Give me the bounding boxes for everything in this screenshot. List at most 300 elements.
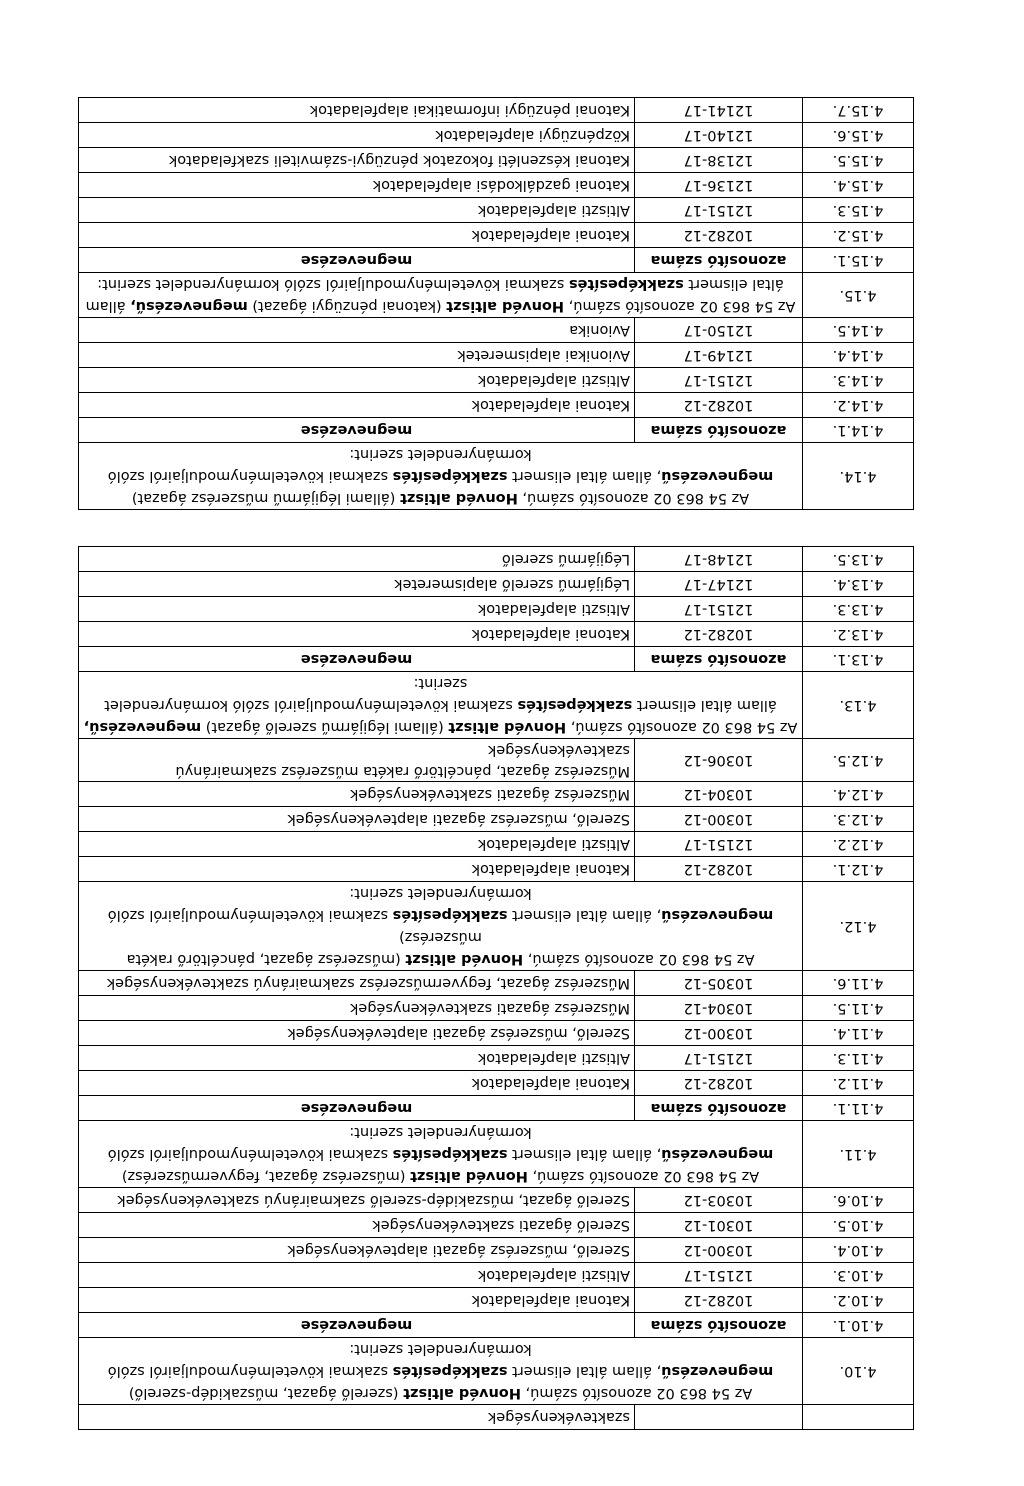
section-description (79, 443, 803, 510)
row-number-text: 4.12.2. (832, 836, 884, 853)
section-line-1 (83, 295, 798, 317)
module-name (79, 1213, 635, 1238)
module-name (79, 622, 635, 647)
row-number-text: 4.15.5. (832, 152, 884, 169)
table-row (79, 971, 914, 996)
table-row (79, 1046, 914, 1071)
module-code (635, 1263, 803, 1288)
module-code (635, 597, 803, 622)
row-number (803, 393, 914, 418)
module-name-text: Avionika (569, 322, 630, 339)
table-row (79, 739, 914, 782)
row-number-text: 4.10.5. (832, 1217, 884, 1234)
section-line-1 (83, 716, 798, 738)
row-number (803, 807, 914, 832)
row-number-text: 4.12.4. (832, 786, 884, 803)
text: állam (85, 298, 131, 314)
module-code (635, 1213, 803, 1238)
module-name-text: Műszerész ágazat, fegyverműszerész szakmairányú szaktevékenységek (106, 975, 630, 992)
module-name-text: Szerelő ágazat, műszakidép-szerelő szakmairányú szaktevékenységek (117, 1192, 630, 1209)
module-table-1 (78, 546, 914, 1430)
module-code (635, 393, 803, 418)
section-heading-row (79, 1338, 914, 1405)
row-number-text: 4.10.6. (832, 1192, 884, 1209)
module-name-text: Katonai alapfeladatok (471, 626, 630, 643)
header-name (79, 418, 635, 443)
header-code-label: azonosító száma (650, 422, 787, 439)
module-name (79, 1405, 635, 1430)
module-name (79, 223, 635, 248)
row-number (803, 622, 914, 647)
module-name-text: Szerelő ágazati szaktevékenységek (372, 1217, 630, 1234)
row-number (803, 273, 914, 318)
row-number (803, 343, 914, 368)
module-code-text: 10282-12 (683, 1292, 754, 1309)
module-code (635, 739, 803, 782)
row-number (803, 1021, 914, 1046)
header-name (79, 1096, 635, 1121)
section-description (79, 882, 803, 971)
text: (katonai pénzügyi ágazat) (247, 298, 447, 314)
text: Az 54 863 02 azonosító számú, (523, 951, 755, 967)
header-name (79, 1313, 635, 1338)
text: , állam által elismert (507, 907, 662, 923)
text: által elismert (683, 276, 784, 292)
module-name-text: Avionikai alapismeretek (457, 347, 630, 364)
row-number-text: 4.15. (839, 287, 877, 304)
row-number-text: 4.10.1. (832, 1317, 884, 1334)
row-number-text: 4.13. (839, 697, 877, 714)
row-number (803, 572, 914, 597)
module-code-text: 10303-12 (683, 1192, 754, 1209)
module-code-text: 10300-12 (683, 811, 754, 828)
module-code (635, 318, 803, 343)
row-number (803, 1338, 914, 1405)
module-name (79, 1071, 635, 1096)
header-code-label: azonosító száma (650, 651, 787, 668)
text: kormányrendelet szerint: (349, 1124, 532, 1140)
header-name (79, 647, 635, 672)
module-code (635, 1071, 803, 1096)
column-header-row (79, 418, 914, 443)
module-name (79, 832, 635, 857)
bold-text: Honvéd altiszt (410, 1168, 528, 1184)
module-code-text: 12151-17 (683, 1050, 754, 1067)
module-code (635, 622, 803, 647)
bold-text: Honvéd altiszt (446, 298, 565, 314)
row-number-text: 4.12.3. (832, 811, 884, 828)
row-number-text: 4.12.1. (832, 861, 884, 878)
bold-text: szakképesítés (392, 907, 508, 923)
text: kormányrendelet szerint: (349, 885, 532, 901)
header-code-label: azonosító száma (650, 1317, 787, 1334)
row-number-text: 4.11.6. (832, 975, 884, 992)
module-name-text: Szerelő, műszerész ágazati alaptevékenységek (287, 1242, 630, 1259)
table-row (79, 572, 914, 597)
section-line-1 (83, 487, 798, 509)
module-code-text: 12151-17 (683, 836, 754, 853)
table-row (79, 996, 914, 1021)
module-code (635, 368, 803, 393)
module-code (635, 971, 803, 996)
module-name (79, 971, 635, 996)
row-number (803, 418, 914, 443)
text: szakmai követelménymoduljairól szóló kormányrendelet (104, 697, 518, 713)
module-code-text: 10300-12 (683, 1025, 754, 1042)
row-number-text: 4.12.5. (832, 752, 884, 769)
table-row (79, 318, 914, 343)
row-number-text: 4.13.1. (832, 651, 884, 668)
module-name (79, 597, 635, 622)
row-number (803, 1071, 914, 1096)
module-name-text: Katonai alapfeladatok (471, 861, 630, 878)
bold-text: Honvéd altiszt (403, 1385, 521, 1401)
section-line-3 (83, 1338, 798, 1360)
module-name-text: Altiszti alapfeladatok (477, 601, 630, 618)
section-line-3 (83, 882, 798, 904)
module-code (635, 148, 803, 173)
section-line-2 (83, 694, 798, 716)
bold-text: szakképesítés (517, 697, 633, 713)
row-number (803, 882, 914, 971)
text: , állam által elismert (507, 1363, 662, 1379)
module-code (635, 1288, 803, 1313)
module-name (79, 1238, 635, 1263)
module-name (79, 123, 635, 148)
header-name-label: megnevezése (300, 252, 413, 269)
section-line-1 (83, 926, 798, 970)
row-number (803, 782, 914, 807)
row-number-text: 4.14.4. (832, 347, 884, 364)
row-number-text: 4.11.4. (832, 1025, 884, 1042)
module-code (635, 1046, 803, 1071)
row-number (803, 1096, 914, 1121)
module-name (79, 393, 635, 418)
row-number (803, 971, 914, 996)
bold-text: megnevezésű (661, 468, 774, 484)
text: , állam által elismert (507, 468, 662, 484)
column-header-row (79, 1096, 914, 1121)
section-line-2 (83, 1360, 798, 1382)
table-row (79, 622, 914, 647)
text: (állami légijármű szerelő ágazat) (201, 719, 449, 735)
row-number-text: 4.15.6. (832, 127, 884, 144)
row-number-text: 4.13.4. (832, 576, 884, 593)
module-code-text: 12151-17 (683, 372, 754, 389)
column-header-row (79, 1313, 914, 1338)
module-code (635, 807, 803, 832)
module-name (79, 547, 635, 572)
text: szakmai követelménymoduljairól szóló (107, 907, 393, 923)
module-name-text: Altiszti alapfeladatok (477, 1267, 630, 1284)
text: Az 54 863 02 azonosító számú, (527, 1168, 760, 1184)
module-name-text: Szerelő, műszerész ágazati alaptevékenységek (287, 811, 630, 828)
header-name-label: megnevezése (300, 422, 413, 439)
row-number (803, 1213, 914, 1238)
bold-text: megnevezésű (661, 1363, 774, 1379)
row-number (803, 1263, 914, 1288)
table-row (79, 1188, 914, 1213)
header-name-label: megnevezése (300, 651, 413, 668)
text: Az 54 863 02 azonosító számú, (520, 1385, 753, 1401)
section-heading-row (79, 273, 914, 318)
module-name (79, 807, 635, 832)
row-number (803, 996, 914, 1021)
table-row (79, 148, 914, 173)
row-number (803, 368, 914, 393)
bold-text: megnevezésű, (130, 298, 248, 314)
module-code-text: 10301-12 (683, 1217, 754, 1234)
module-name-text: Altiszti alapfeladatok (477, 372, 630, 389)
module-code (635, 343, 803, 368)
row-number (803, 739, 914, 782)
section-line-2 (83, 465, 798, 487)
module-name-text: szaktevékenységek (487, 1409, 630, 1426)
header-name (79, 248, 635, 273)
module-code-text: 12150-17 (683, 322, 754, 339)
module-code-text: 12148-17 (683, 551, 754, 568)
module-code-text: 12141-17 (683, 102, 754, 119)
bold-text: Honvéd altiszt (400, 490, 518, 506)
table-row (79, 597, 914, 622)
module-name (79, 1046, 635, 1071)
text: szakmai követelménymoduljairól szóló (107, 1146, 393, 1162)
module-code-text: 10282-12 (683, 626, 754, 643)
text: , állam által elismert (507, 1146, 662, 1162)
bold-text: szakképesítés (568, 276, 684, 292)
module-name (79, 318, 635, 343)
module-name-text: Szerelő, műszerész ágazati alaptevékenységek (287, 1025, 630, 1042)
module-name-text: Légijármű szerelő (501, 551, 630, 568)
module-code-text: 10304-12 (683, 786, 754, 803)
bold-text: megnevezésű (661, 907, 774, 923)
table-row (79, 1263, 914, 1288)
header-name-label: megnevezése (300, 1100, 413, 1117)
row-number (803, 1288, 914, 1313)
header-name-label: megnevezése (300, 1317, 413, 1334)
table-row (79, 123, 914, 148)
header-code (635, 1313, 803, 1338)
section-heading-row (79, 443, 914, 510)
module-code (635, 1405, 803, 1430)
text: kormányrendelet szerint: (349, 446, 532, 462)
module-name (79, 572, 635, 597)
row-number (803, 443, 914, 510)
row-number (803, 248, 914, 273)
row-number-text: 4.15.7. (832, 102, 884, 119)
module-code-text: 10304-12 (683, 1000, 754, 1017)
module-code (635, 996, 803, 1021)
section-heading-row (79, 1121, 914, 1188)
module-code-text: 12138-17 (683, 152, 754, 169)
bold-text: megnevezésű (661, 1146, 774, 1162)
section-line-1 (83, 1165, 798, 1187)
module-code (635, 1021, 803, 1046)
module-code (635, 547, 803, 572)
row-number-text: 4.11.3. (832, 1050, 884, 1067)
module-code (635, 1238, 803, 1263)
row-number-text: 4.10.4. (832, 1242, 884, 1259)
text: állam által elismert (632, 697, 777, 713)
module-name (79, 1263, 635, 1288)
header-code (635, 647, 803, 672)
table-row (79, 98, 914, 123)
row-number (803, 98, 914, 123)
row-number (803, 597, 914, 622)
module-code-text: 12136-17 (683, 177, 754, 194)
row-number (803, 1238, 914, 1263)
module-name (79, 343, 635, 368)
table-row (79, 782, 914, 807)
module-code-text: 12149-17 (683, 347, 754, 364)
text: (műszerész ágazat, fegyverműszerész) (121, 1168, 411, 1184)
module-code (635, 832, 803, 857)
table-row (79, 343, 914, 368)
row-number-text: 4.14. (839, 468, 877, 485)
row-number-text: 4.13.3. (832, 601, 884, 618)
table-row (79, 368, 914, 393)
module-name (79, 98, 635, 123)
section-description (79, 1121, 803, 1188)
column-header-row (79, 647, 914, 672)
module-name-text: Altiszti alapfeladatok (477, 836, 630, 853)
module-name-line-1: Műszerész ágazat, páncéltörő rakéta műszerész szakmairányú (175, 763, 630, 779)
module-code-text: 10300-12 (683, 1242, 754, 1259)
module-code-text: 12140-17 (683, 127, 754, 144)
module-name-text: Műszerész ágazati szaktevékenységek (349, 786, 630, 803)
module-name-text: Altiszti alapfeladatok (477, 202, 630, 219)
module-code (635, 223, 803, 248)
section-line-2 (83, 904, 798, 926)
row-number (803, 173, 914, 198)
table-row (79, 1071, 914, 1096)
table-row (79, 1238, 914, 1263)
text: szakmai követelménymoduljairól szóló (107, 1363, 393, 1379)
row-number (803, 318, 914, 343)
table-row (79, 223, 914, 248)
module-name-text: Légijármű szerelő alapismeretek (394, 576, 630, 593)
module-code-text: 10305-12 (683, 975, 754, 992)
module-code-text: 10282-12 (683, 1075, 754, 1092)
module-name (79, 148, 635, 173)
module-code (635, 1188, 803, 1213)
header-code-label: azonosító száma (650, 252, 787, 269)
row-number (803, 1313, 914, 1338)
table-row (79, 1405, 914, 1430)
module-code-text: 10306-12 (683, 752, 754, 769)
row-number-text: 4.12. (839, 918, 877, 935)
module-code (635, 572, 803, 597)
module-name (79, 782, 635, 807)
text: (állami légijármű műszerész ágazat) (131, 490, 401, 506)
bold-text: szakképesítés (392, 1363, 508, 1379)
module-name-text: Katonai pénzügyi informatikai alapfeladatok (309, 102, 630, 119)
row-number-text: 4.10.2. (832, 1292, 884, 1309)
row-number (803, 198, 914, 223)
module-code (635, 782, 803, 807)
text: szakmai követelménymoduljairól szóló (107, 468, 393, 484)
row-number (803, 1121, 914, 1188)
module-name (79, 739, 635, 782)
row-number-text: 4.14.1. (832, 422, 884, 439)
module-name (79, 173, 635, 198)
table-row (79, 832, 914, 857)
row-number-text: 4.11.5. (832, 1000, 884, 1017)
table-row (79, 1021, 914, 1046)
row-number-text: 4.13.2. (832, 626, 884, 643)
table-row (79, 198, 914, 223)
row-number (803, 857, 914, 882)
module-code-text: 10282-12 (683, 861, 754, 878)
text: szerint: (413, 675, 468, 691)
section-line-2 (83, 1143, 798, 1165)
module-name (79, 857, 635, 882)
module-name (79, 1288, 635, 1313)
row-number (803, 223, 914, 248)
row-number (803, 1188, 914, 1213)
text: Az 54 863 02 azonosító számú, (517, 490, 750, 506)
header-code (635, 1096, 803, 1121)
row-number (803, 148, 914, 173)
bold-text: szakképesítés (392, 468, 508, 484)
table-row (79, 1213, 914, 1238)
column-header-row (79, 248, 914, 273)
section-line-3 (83, 672, 798, 694)
bold-text: szakképesítés (392, 1146, 508, 1162)
module-name-text: Altiszti alapfeladatok (477, 1050, 630, 1067)
module-name (79, 996, 635, 1021)
module-name-text: Katonai alapfeladatok (471, 227, 630, 244)
row-number-text: 4.13.5. (832, 551, 884, 568)
table-row (79, 547, 914, 572)
header-code (635, 248, 803, 273)
row-number-text: 4.14.3. (832, 372, 884, 389)
module-code-text: 10282-12 (683, 227, 754, 244)
module-name-text: Közpénzügyi alapfeladatok (435, 127, 630, 144)
module-name (79, 1188, 635, 1213)
row-number-text: 4.11.2. (832, 1075, 884, 1092)
section-description (79, 672, 803, 739)
table-row (79, 857, 914, 882)
header-code-label: azonosító száma (650, 1100, 787, 1117)
module-name-text: Műszerész ágazati szaktevékenységek (349, 1000, 630, 1017)
row-number-text: 4.11.1. (832, 1100, 884, 1117)
bold-text: Honvéd altiszt (448, 719, 567, 735)
text: kormányrendelet szerint: (349, 1341, 532, 1357)
table-row (79, 393, 914, 418)
table-row (79, 807, 914, 832)
row-number-text: 4.15.3. (832, 202, 884, 219)
module-code-text: 12147-17 (683, 576, 754, 593)
section-description (79, 1338, 803, 1405)
module-table-2 (78, 97, 914, 510)
row-number (803, 547, 914, 572)
text: Az 54 863 02 azonosító számú, (564, 298, 796, 314)
row-number (803, 832, 914, 857)
module-code-text: 10282-12 (683, 397, 754, 414)
module-name (79, 1021, 635, 1046)
section-description (79, 273, 803, 318)
module-code (635, 173, 803, 198)
module-name-line-2: szaktevékenységek (487, 742, 630, 758)
table-row (79, 1288, 914, 1313)
row-number-text: 4.15.2. (832, 227, 884, 244)
header-code (635, 418, 803, 443)
bold-text: Honvéd altiszt (405, 951, 524, 967)
module-code-text: 12151-17 (683, 601, 754, 618)
bold-text: megnevezésű, (83, 719, 202, 735)
module-name (79, 368, 635, 393)
